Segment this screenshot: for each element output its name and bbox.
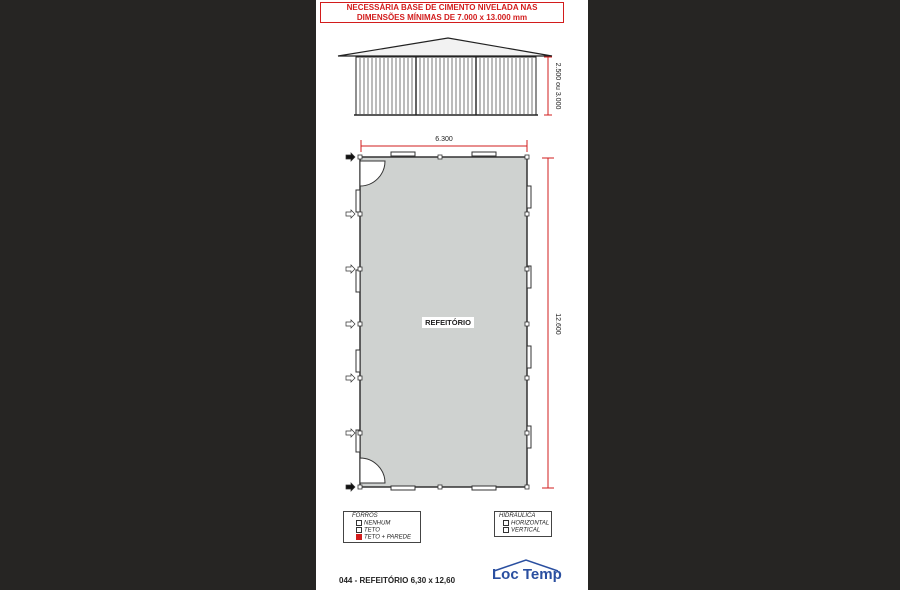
- post: [358, 267, 362, 271]
- post: [525, 376, 529, 380]
- drawing-title: 044 - REFEITÓRIO 6,30 x 12,60: [339, 576, 456, 585]
- arrow-icon: [346, 483, 355, 491]
- arrow-icon: [346, 210, 355, 218]
- forros-option-teto[interactable]: TETO: [356, 527, 380, 534]
- window: [356, 270, 360, 292]
- hidraulica-legend: [494, 511, 552, 537]
- length-dimension: [542, 158, 561, 488]
- length-label: 12.600: [554, 313, 561, 335]
- window: [527, 186, 531, 208]
- forros-title: FORROS: [352, 513, 378, 519]
- roof: [338, 38, 552, 56]
- window: [472, 486, 496, 490]
- post: [358, 431, 362, 435]
- checkbox-icon[interactable]: [503, 520, 509, 526]
- forros-option-nenhum[interactable]: NENHUM: [356, 520, 390, 527]
- width-dimension: [361, 136, 527, 152]
- window: [391, 486, 415, 490]
- post: [525, 155, 529, 159]
- hidraulica-option-vertical[interactable]: VERTICAL: [503, 527, 540, 534]
- post: [358, 155, 362, 159]
- checkbox-icon[interactable]: [356, 527, 362, 533]
- post: [525, 267, 529, 271]
- post: [358, 322, 362, 326]
- forros-legend: [343, 511, 421, 543]
- post: [358, 212, 362, 216]
- post: [358, 376, 362, 380]
- checkbox-checked-icon[interactable]: [356, 534, 362, 540]
- elevation-wall: [356, 57, 536, 115]
- post: [525, 212, 529, 216]
- notice-line-1: NECESSÁRIA BASE DE CIMENTO NIVELADA NAS: [346, 3, 538, 12]
- arrow-icon: [346, 320, 355, 328]
- notice-line-2: DIMENSÕES MÍNIMAS DE 7.000 x 13.000 mm: [356, 12, 528, 22]
- window: [527, 346, 531, 368]
- height-label: 2.500 ou 3.000: [554, 62, 561, 110]
- arrow-icon: [346, 153, 355, 161]
- post: [438, 485, 442, 489]
- floor-plan: [346, 152, 531, 491]
- hidraulica-title: HIDRÁULICA: [499, 513, 536, 519]
- checkbox-icon[interactable]: [503, 527, 509, 533]
- window: [356, 350, 360, 372]
- arrow-icon: [346, 265, 355, 273]
- window: [391, 152, 415, 156]
- room-label: REFEITÓRIO: [425, 318, 471, 327]
- window: [527, 426, 531, 448]
- forros-option-teto-parede[interactable]: TETO + PAREDE: [356, 534, 411, 541]
- post: [525, 485, 529, 489]
- post: [358, 485, 362, 489]
- height-dimension: [544, 57, 561, 115]
- checkbox-icon[interactable]: [356, 520, 362, 526]
- window: [472, 152, 496, 156]
- post: [525, 322, 529, 326]
- elevation-view: [338, 38, 552, 115]
- post: [525, 431, 529, 435]
- arrow-icon: [346, 429, 355, 437]
- arrows: [346, 153, 355, 491]
- width-label: 6.300: [435, 136, 453, 143]
- post: [438, 155, 442, 159]
- arrow-icon: [346, 374, 355, 382]
- brand-logo: Loc Temp: [492, 566, 562, 583]
- window: [356, 190, 360, 212]
- hidraulica-option-horizontal[interactable]: HORIZONTAL: [503, 520, 549, 527]
